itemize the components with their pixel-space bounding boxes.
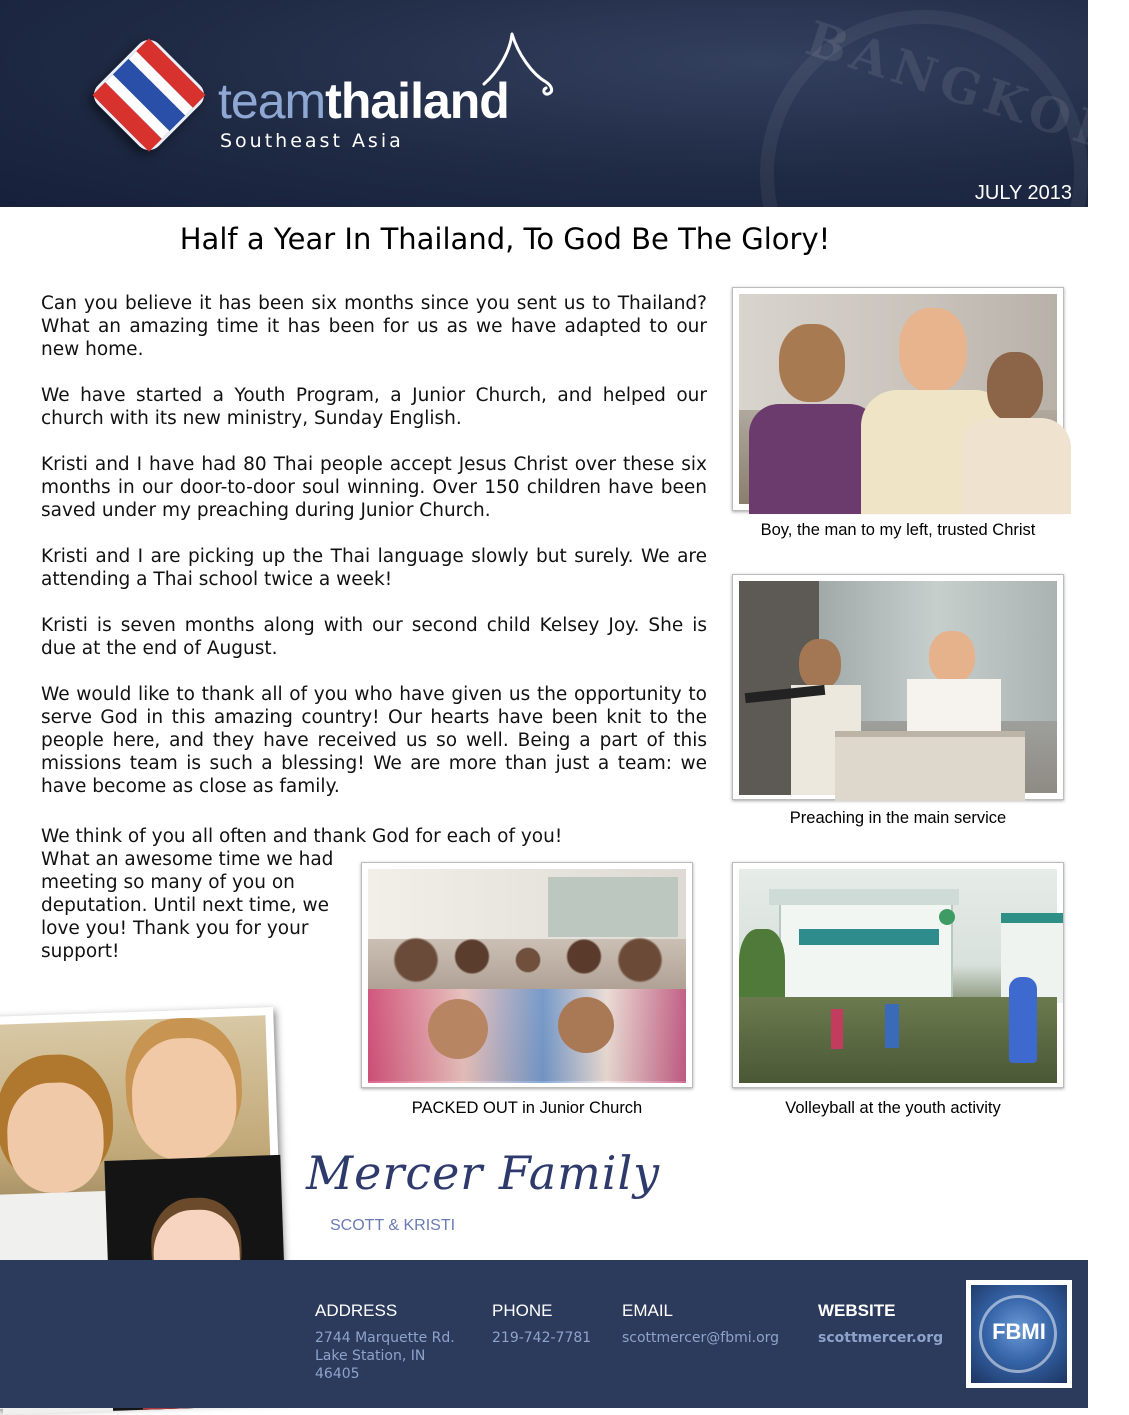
photo-volleyball — [739, 869, 1057, 1081]
paragraph: We would like to thank all of you who have given us the opportunity to serve God in this amazing country! Our hearts have been knit to the people here, and they have received us so well. Being a part of this missions team is such a blessing! We are more than just a team: we have become as close as family. — [41, 684, 707, 797]
paragraph: Kristi is seven months along with our second child Kelsey Joy. She is due at the end of August. — [41, 615, 707, 659]
address-label: ADDRESS — [315, 1301, 398, 1320]
brand-light: team — [218, 73, 326, 129]
stamp-text: BANGKOK — [799, 10, 1129, 166]
photo-frame — [732, 862, 1064, 1088]
photo-frame — [732, 287, 1064, 511]
brand-subtitle: Southeast Asia — [220, 130, 404, 152]
photo-caption: Boy, the man to my left, trusted Christ — [760, 521, 1036, 539]
page-title: Half a Year In Thailand, To God Be The Glory! — [179, 222, 831, 256]
phone-label: PHONE — [492, 1301, 553, 1320]
brand-bold: thailand — [325, 73, 509, 129]
fbmi-logo — [966, 1280, 1072, 1388]
issue-date: JULY 2013 — [974, 182, 1072, 204]
family-signature: Mercer Family — [306, 1146, 661, 1200]
photo-preaching — [739, 581, 1057, 793]
photo-caption: Preaching in the main service — [789, 809, 1007, 827]
email-link[interactable]: scottmercer@fbmi.org — [622, 1330, 780, 1346]
photo-frame — [361, 862, 693, 1088]
address-line: Lake Station, IN — [315, 1348, 426, 1364]
address-line: 46405 — [315, 1366, 360, 1382]
website-label: WEBSITE — [818, 1301, 896, 1320]
address-value — [315, 1329, 475, 1383]
thai-flag-logo-icon — [88, 34, 210, 156]
temple-spire-icon — [480, 32, 560, 102]
photo-caption: Volleyball at the youth activity — [785, 1099, 1001, 1117]
paragraph: We have started a Youth Program, a Junior Church, and helped our church with its new ministry, Sunday English. — [41, 385, 707, 429]
fbmi-logo-text: FBMI — [992, 1319, 1046, 1344]
paragraph: Kristi and I have had 80 Thai people accept Jesus Christ over these six months in our door-to-door soul winning. Over 150 children have been saved under my preaching during Junior Church. — [41, 454, 707, 521]
closing-paragraph: What an awesome time we had meeting so many of you on deputation. Until next time, we love you! Thank you for your support! — [41, 849, 334, 962]
header-banner — [0, 0, 1129, 207]
website-link[interactable]: scottmercer.org — [818, 1330, 944, 1346]
photo-caption: PACKED OUT in Junior Church — [411, 1099, 643, 1117]
closing-line: We think of you all often and thank God for each of you! — [41, 826, 563, 847]
phone-value[interactable]: 219-742-7781 — [492, 1330, 592, 1346]
brand-logotype — [218, 72, 509, 130]
photo-frame — [732, 574, 1064, 800]
paragraph: Kristi and I are picking up the Thai language slowly but surely. We are attending a Thai school twice a week! — [41, 546, 707, 590]
paragraph: Can you believe it has been six months since you sent us to Thailand? What an amazing time it has been for us as we have adapted to our new home. — [41, 293, 707, 360]
photo-three-men — [739, 294, 1057, 504]
signature-names: SCOTT & KRISTI — [330, 1217, 456, 1234]
fbmi-globe-icon — [971, 1285, 1067, 1383]
email-label: EMAIL — [622, 1301, 674, 1320]
letter-body — [41, 292, 707, 821]
photo-junior-church — [368, 869, 686, 1081]
address-line: 2744 Marquette Rd. — [315, 1330, 455, 1346]
